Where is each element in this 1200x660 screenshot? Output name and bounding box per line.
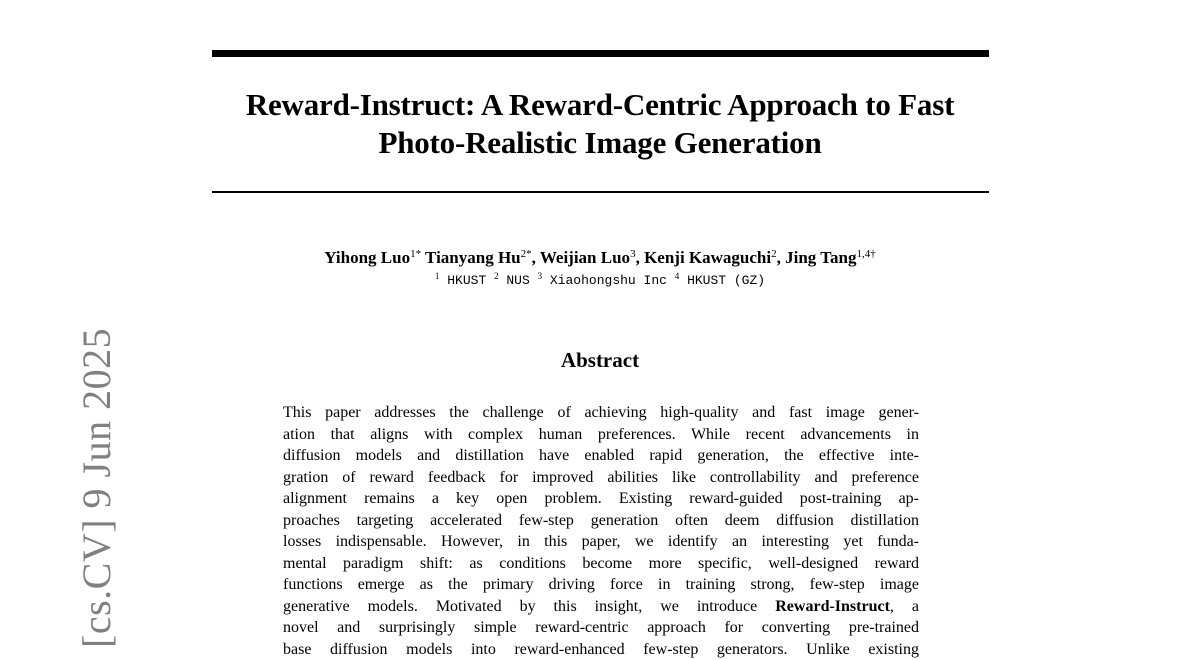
abstract-line: proaches targeting accelerated few-step generation often deem diffusion distillation xyxy=(283,510,919,532)
abstract-text: , a xyxy=(890,598,919,615)
abstract-line: mental paradigm shift: as conditions become more specific, well-designed reward xyxy=(283,553,919,575)
arxiv-identifier-stamp: [cs.CV] 9 Jun 2025 xyxy=(75,328,119,648)
author-affil-mark: 1 xyxy=(410,248,416,260)
author-equal-mark: * xyxy=(416,248,422,260)
author-name: Weijian Luo xyxy=(540,248,630,267)
abstract-line: alignment remains a key open problem. Existing reward-guided post-training ap- xyxy=(283,488,919,510)
author-affil-mark: 2* xyxy=(521,248,532,260)
author-affil-mark: 2 xyxy=(771,248,777,260)
method-name: Reward-Instruct xyxy=(775,598,890,615)
author-name: Tianyang Hu xyxy=(425,248,521,267)
title-bottom-rule xyxy=(212,191,989,193)
abstract-line: novel and surprisingly simple reward-centric approach for converting pre-trained xyxy=(283,617,919,639)
author-affil-mark: 1,4† xyxy=(856,248,875,260)
affil-mark: 3 xyxy=(538,271,543,281)
abstract-line: gration of reward feedback for improved abilities like controllability and preference xyxy=(283,467,919,489)
abstract-line: base diffusion models into reward-enhanced few-step generators. Unlike existing xyxy=(283,639,919,660)
affiliation-list xyxy=(200,272,1000,290)
abstract-line: losses indispensable. However, in this paper, we identify an interesting yet funda- xyxy=(283,531,919,553)
abstract-line: ation that aligns with complex human preferences. While recent advancements in xyxy=(283,424,919,446)
paper-title xyxy=(200,86,1000,162)
abstract-text: generative models. Motivated by this insight, we introduce xyxy=(283,598,775,615)
affiliation-name: Xiaohongshu Inc xyxy=(550,273,667,288)
title-top-rule xyxy=(212,50,989,57)
author-name: Jing Tang xyxy=(785,248,856,267)
affiliation-name: HKUST (GZ) xyxy=(687,273,765,288)
abstract-line: This paper addresses the challenge of achieving high-quality and fast image gener- xyxy=(283,402,919,424)
author-list: Yihong Luo$^{1*}$ Tianyang $Hu^{2*}$, Weijian Luo$^3$, Kenji Kawaguchi$^2$, Jing Tang$^{1,4\dagger}$ xyxy=(200,247,1000,269)
author-name: Yihong Luo xyxy=(324,248,410,267)
affil-mark: 4 xyxy=(675,271,680,281)
paper-title-line-1: Reward-Instruct: A Reward-Centric Approach to Fast xyxy=(200,86,1000,124)
author-name: Kenji Kawaguchi xyxy=(644,248,771,267)
affiliation-name: HKUST xyxy=(447,273,486,288)
abstract-heading: Abstract xyxy=(200,347,1000,373)
author-affil-mark: 3 xyxy=(630,248,636,260)
affiliation-name: NUS xyxy=(506,273,529,288)
abstract-line-with-method-name xyxy=(283,596,919,618)
affil-mark: 2 xyxy=(494,271,499,281)
abstract-line: diffusion models and distillation have enabled rapid generation, the effective inte- xyxy=(283,445,919,467)
abstract-line: functions emerge as the primary driving force in training strong, few-step image xyxy=(283,574,919,596)
abstract-body xyxy=(283,402,919,660)
affil-mark: 1 xyxy=(435,271,440,281)
paper-title-line-2: Photo-Realistic Image Generation xyxy=(200,124,1000,162)
